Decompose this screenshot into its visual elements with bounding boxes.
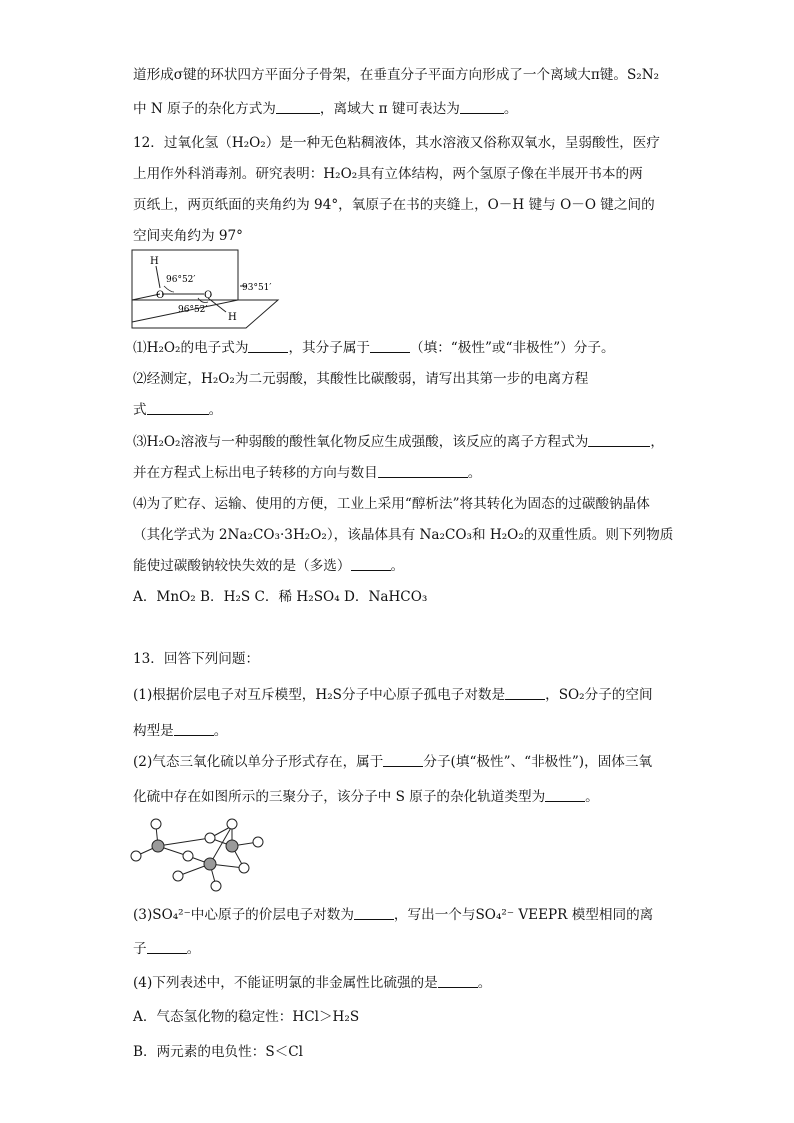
q13-option-b: B．两元素的电负性：S＜Cl <box>133 1044 303 1060</box>
answer-blank[interactable] <box>383 753 423 767</box>
q13-part-1a: (1)根据价层电子对互斥模型，H₂S分子中心原子孤电子对数是 ，SO₂分子的空间 <box>133 687 653 703</box>
angle-label-bottom: 96°52′ <box>178 305 208 315</box>
answer-blank[interactable] <box>351 557 391 571</box>
oxygen-atom <box>173 871 183 881</box>
answer-blank[interactable] <box>276 100 320 114</box>
q13-part-2a: (2)气态三氧化硫以单分子形式存在，属于 分子(填“极性”、“非极性”)，固体三氧 <box>133 754 653 770</box>
q11-line-2: 中 N 原子的杂化方式为 ，离域大 π 键可表达为 。 <box>133 101 518 117</box>
q13-option-a: A．气态氢化物的稳定性：HCl＞H₂S <box>133 1009 360 1025</box>
oxygen-atom <box>239 863 249 873</box>
q12-part-1: ⑴H₂O₂的电子式为 ，其分子属于 （填：“极性”或“非极性”）分子。 <box>133 340 615 356</box>
q13-part-3a: (3)SO₄²⁻中心原子的价层电子对数为 ，写出一个与SO₄²⁻ VEEPR 模型相同的离 <box>133 907 654 923</box>
sulfur-atom <box>226 840 238 852</box>
angle-label-right: 93°51′ <box>242 283 272 293</box>
answer-blank[interactable] <box>248 339 288 353</box>
answer-blank[interactable] <box>370 339 410 353</box>
answer-blank[interactable] <box>378 464 468 478</box>
answer-blank[interactable] <box>147 401 209 415</box>
oxygen-atom <box>151 819 161 829</box>
q12-part-3a: ⑶H₂O₂溶液与一种弱酸的酸性氧化物反应生成强酸，该反应的离子方程式为 ， <box>133 434 664 450</box>
answer-blank[interactable] <box>505 686 545 700</box>
q13-part-3b: 子 。 <box>133 941 201 957</box>
oxygen-atom <box>253 837 263 847</box>
answer-blank[interactable] <box>438 974 478 988</box>
q13-part-1b: 构型是 。 <box>133 723 228 739</box>
q13-part-4: (4)下列表述中，不能证明氯的非金属性比硫强的是 。 <box>133 975 492 991</box>
so3-trimer-figure <box>128 814 268 894</box>
angle-label-left: 96°52′ <box>166 275 196 285</box>
atom-o-right: O <box>204 290 213 301</box>
answer-blank[interactable] <box>174 722 214 736</box>
q12-line-2: 上用作外科消毒剂。研究表明：H₂O₂具有立体结构，两个氢原子像在半展开书本的两 <box>133 166 643 182</box>
q12-line-3: 页纸上，两页纸面的夹角约为 94°，氧原子在书的夹缝上，O－H 键与 O－O 键之间的 <box>133 197 655 213</box>
q13-title: 13．回答下列问题： <box>133 651 260 667</box>
oxygen-atom <box>131 851 141 861</box>
q13-part-2b: 化硫中存在如图所示的三聚分子，该分子中 S 原子的杂化轨道类型为 。 <box>133 789 599 805</box>
q12-part-3b: 并在方程式上标出电子转移的方向与数目 。 <box>133 465 482 481</box>
answer-blank[interactable] <box>147 940 187 954</box>
h2o2-structure-figure <box>128 248 280 332</box>
atom-h-lower: H <box>228 312 237 323</box>
oxygen-atom <box>211 881 221 891</box>
atom-o-left: O <box>156 290 165 301</box>
oxygen-atom <box>183 851 193 861</box>
q12-part-4c: 能使过碳酸钠较快失效的是（多选） 。 <box>133 558 405 574</box>
q12-part-4b: （其化学式为 2Na₂CO₃·3H₂O₂），该晶体具有 Na₂CO₃和 H₂O₂的双重性质。则下列物质 <box>133 527 674 543</box>
q12-part-2a: ⑵经测定，H₂O₂为二元弱酸，其酸性比碳酸弱，请写出其第一步的电离方程 <box>133 371 589 387</box>
o-h-bond-upper <box>156 266 160 288</box>
sulfur-atom <box>152 840 164 852</box>
q12-options: A．MnO₂ B．H₂S C．稀 H₂SO₄ D．NaHCO₃ <box>133 589 428 605</box>
answer-blank[interactable] <box>545 788 585 802</box>
q12-part-2b: 式 。 <box>133 402 223 418</box>
oxygen-atom <box>205 833 215 843</box>
oxygen-atom <box>227 819 237 829</box>
answer-blank[interactable] <box>588 433 650 447</box>
sulfur-atom <box>204 858 216 870</box>
q12-line-4: 空间夹角约为 97° <box>133 228 243 244</box>
q12-part-4a: ⑷为了贮存、运输、使用的方便，工业上采用“醇析法”将其转化为固态的过碳酸钠晶体 <box>133 496 650 512</box>
answer-blank[interactable] <box>354 906 394 920</box>
atom-h-upper: H <box>150 256 159 267</box>
answer-blank[interactable] <box>460 100 504 114</box>
q11-line-1: 道形成σ键的环状四方平面分子骨架，在垂直分子平面方向形成了一个离域大π键。S₂N₂ <box>133 67 660 83</box>
q12-line-1: 12．过氧化氢（H₂O₂）是一种无色粘稠液体，其水溶液又俗称双氧水，呈弱酸性，医疗 <box>133 135 660 151</box>
